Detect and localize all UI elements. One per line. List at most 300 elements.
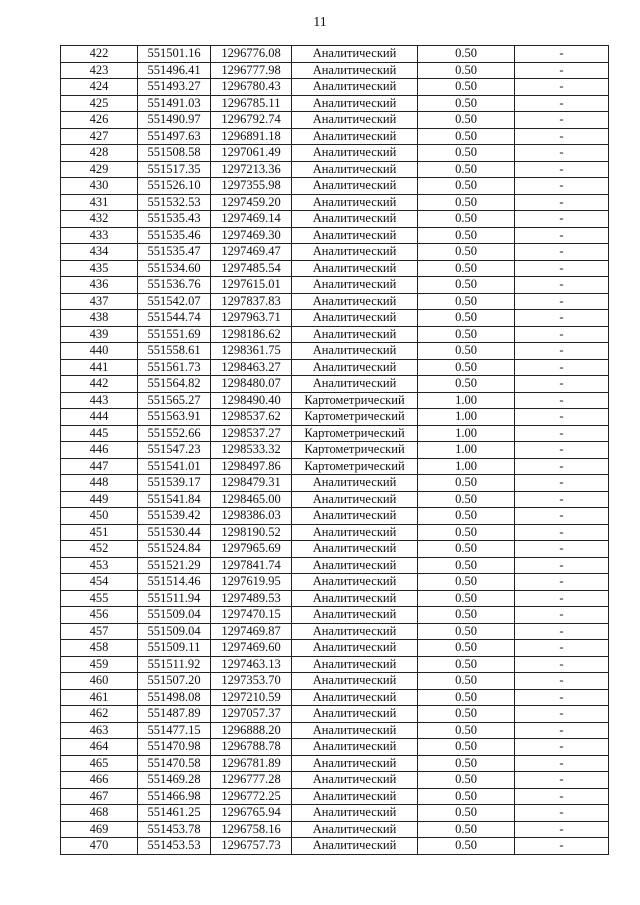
description-cell: - [515,128,609,145]
table-row [61,574,609,591]
y-coordinate-cell: 1298186.62 [211,326,292,343]
table-row [61,689,609,706]
y-coordinate-cell: 1297459.20 [211,194,292,211]
table-row [61,128,609,145]
description-cell: - [515,458,609,475]
point-number-cell: 461 [61,689,138,706]
y-coordinate-cell: 1297963.71 [211,310,292,327]
accuracy-cell: 0.50 [418,689,515,706]
x-coordinate-cell: 551521.29 [138,557,211,574]
point-number-cell: 438 [61,310,138,327]
table-row [61,46,609,63]
accuracy-cell: 0.50 [418,838,515,855]
y-coordinate-cell: 1296777.28 [211,772,292,789]
x-coordinate-cell: 551535.47 [138,244,211,261]
x-coordinate-cell: 551490.97 [138,112,211,129]
y-coordinate-cell: 1297619.95 [211,574,292,591]
point-number-cell: 449 [61,491,138,508]
method-cell: Аналитический [292,755,418,772]
description-cell: - [515,805,609,822]
y-coordinate-cell: 1297470.15 [211,607,292,624]
y-coordinate-cell: 1296785.11 [211,95,292,112]
y-coordinate-cell: 1297210.59 [211,689,292,706]
method-cell: Аналитический [292,491,418,508]
method-cell: Аналитический [292,95,418,112]
y-coordinate-cell: 1297469.60 [211,640,292,657]
x-coordinate-cell: 551511.94 [138,590,211,607]
table-row [61,640,609,657]
point-number-cell: 469 [61,821,138,838]
method-cell: Аналитический [292,722,418,739]
y-coordinate-cell: 1296776.08 [211,46,292,63]
method-cell: Аналитический [292,623,418,640]
method-cell: Аналитический [292,359,418,376]
x-coordinate-cell: 551539.42 [138,508,211,525]
description-cell: - [515,359,609,376]
x-coordinate-cell: 551508.58 [138,145,211,162]
x-coordinate-cell: 551466.98 [138,788,211,805]
table-row [61,623,609,640]
x-coordinate-cell: 551535.46 [138,227,211,244]
description-cell: - [515,508,609,525]
table-row [61,326,609,343]
method-cell: Аналитический [292,640,418,657]
x-coordinate-cell: 551477.15 [138,722,211,739]
point-number-cell: 457 [61,623,138,640]
table-row [61,62,609,79]
method-cell: Аналитический [292,277,418,294]
method-cell: Аналитический [292,128,418,145]
method-cell: Аналитический [292,343,418,360]
description-cell: - [515,557,609,574]
description-cell: - [515,623,609,640]
table-row [61,194,609,211]
method-cell: Аналитический [292,673,418,690]
x-coordinate-cell: 551514.46 [138,574,211,591]
x-coordinate-cell: 551509.04 [138,623,211,640]
method-cell: Аналитический [292,161,418,178]
table-row [61,425,609,442]
method-cell: Аналитический [292,293,418,310]
point-number-cell: 426 [61,112,138,129]
point-number-cell: 440 [61,343,138,360]
table-row [61,178,609,195]
accuracy-cell: 0.50 [418,244,515,261]
method-cell: Аналитический [292,706,418,723]
description-cell: - [515,244,609,261]
method-cell: Аналитический [292,112,418,129]
method-cell: Аналитический [292,838,418,855]
accuracy-cell: 0.50 [418,260,515,277]
method-cell: Картометрический [292,392,418,409]
method-cell: Аналитический [292,524,418,541]
accuracy-cell: 1.00 [418,425,515,442]
accuracy-cell: 0.50 [418,590,515,607]
table-row [61,458,609,475]
x-coordinate-cell: 551501.16 [138,46,211,63]
point-number-cell: 422 [61,46,138,63]
description-cell: - [515,425,609,442]
y-coordinate-cell: 1296792.74 [211,112,292,129]
point-number-cell: 468 [61,805,138,822]
y-coordinate-cell: 1298490.40 [211,392,292,409]
table-row [61,739,609,756]
table-row [61,524,609,541]
description-cell: - [515,689,609,706]
table-row [61,838,609,855]
point-number-cell: 433 [61,227,138,244]
y-coordinate-cell: 1296781.89 [211,755,292,772]
point-number-cell: 465 [61,755,138,772]
x-coordinate-cell: 551532.53 [138,194,211,211]
point-number-cell: 448 [61,475,138,492]
y-coordinate-cell: 1297057.37 [211,706,292,723]
point-number-cell: 441 [61,359,138,376]
accuracy-cell: 0.50 [418,95,515,112]
method-cell: Аналитический [292,590,418,607]
x-coordinate-cell: 551493.27 [138,79,211,96]
y-coordinate-cell: 1298386.03 [211,508,292,525]
table-row [61,590,609,607]
accuracy-cell: 0.50 [418,640,515,657]
description-cell: - [515,722,609,739]
accuracy-cell: 0.50 [418,178,515,195]
method-cell: Аналитический [292,772,418,789]
y-coordinate-cell: 1298497.86 [211,458,292,475]
point-number-cell: 427 [61,128,138,145]
accuracy-cell: 0.50 [418,541,515,558]
description-cell: - [515,838,609,855]
description-cell: - [515,293,609,310]
accuracy-cell: 0.50 [418,211,515,228]
description-cell: - [515,145,609,162]
description-cell: - [515,541,609,558]
description-cell: - [515,656,609,673]
accuracy-cell: 0.50 [418,755,515,772]
description-cell: - [515,739,609,756]
point-number-cell: 450 [61,508,138,525]
description-cell: - [515,79,609,96]
table-row [61,607,609,624]
description-cell: - [515,706,609,723]
point-number-cell: 463 [61,722,138,739]
table-row [61,277,609,294]
point-number-cell: 431 [61,194,138,211]
y-coordinate-cell: 1298537.27 [211,425,292,442]
method-cell: Картометрический [292,425,418,442]
point-number-cell: 445 [61,425,138,442]
y-coordinate-cell: 1298361.75 [211,343,292,360]
point-number-cell: 430 [61,178,138,195]
y-coordinate-cell: 1297837.83 [211,293,292,310]
accuracy-cell: 0.50 [418,376,515,393]
description-cell: - [515,161,609,178]
x-coordinate-cell: 551461.25 [138,805,211,822]
y-coordinate-cell: 1298480.07 [211,376,292,393]
y-coordinate-cell: 1296758.16 [211,821,292,838]
x-coordinate-cell: 551470.98 [138,739,211,756]
point-number-cell: 456 [61,607,138,624]
description-cell: - [515,62,609,79]
accuracy-cell: 0.50 [418,656,515,673]
accuracy-cell: 1.00 [418,458,515,475]
point-number-cell: 439 [61,326,138,343]
point-number-cell: 424 [61,79,138,96]
point-number-cell: 428 [61,145,138,162]
y-coordinate-cell: 1296772.25 [211,788,292,805]
x-coordinate-cell: 551496.41 [138,62,211,79]
point-number-cell: 446 [61,442,138,459]
x-coordinate-cell: 551509.04 [138,607,211,624]
method-cell: Аналитический [292,541,418,558]
x-coordinate-cell: 551561.73 [138,359,211,376]
description-cell: - [515,788,609,805]
point-number-cell: 429 [61,161,138,178]
description-cell: - [515,772,609,789]
method-cell: Аналитический [292,607,418,624]
table-row [61,772,609,789]
accuracy-cell: 0.50 [418,46,515,63]
accuracy-cell: 0.50 [418,557,515,574]
accuracy-cell: 0.50 [418,623,515,640]
table-row [61,293,609,310]
description-cell: - [515,574,609,591]
method-cell: Аналитический [292,211,418,228]
method-cell: Аналитический [292,508,418,525]
x-coordinate-cell: 551469.28 [138,772,211,789]
table-row [61,557,609,574]
y-coordinate-cell: 1298479.31 [211,475,292,492]
y-coordinate-cell: 1297469.14 [211,211,292,228]
x-coordinate-cell: 551524.84 [138,541,211,558]
table-row [61,79,609,96]
accuracy-cell: 0.50 [418,293,515,310]
accuracy-cell: 0.50 [418,673,515,690]
method-cell: Аналитический [292,227,418,244]
x-coordinate-cell: 551517.35 [138,161,211,178]
x-coordinate-cell: 551497.63 [138,128,211,145]
method-cell: Аналитический [292,62,418,79]
x-coordinate-cell: 551534.60 [138,260,211,277]
point-number-cell: 451 [61,524,138,541]
x-coordinate-cell: 551536.76 [138,277,211,294]
description-cell: - [515,376,609,393]
y-coordinate-cell: 1296777.98 [211,62,292,79]
table-row [61,244,609,261]
method-cell: Аналитический [292,656,418,673]
point-number-cell: 470 [61,838,138,855]
x-coordinate-cell: 551564.82 [138,376,211,393]
description-cell: - [515,194,609,211]
method-cell: Аналитический [292,145,418,162]
accuracy-cell: 0.50 [418,706,515,723]
x-coordinate-cell: 551453.53 [138,838,211,855]
table-row [61,227,609,244]
point-number-cell: 460 [61,673,138,690]
description-cell: - [515,227,609,244]
point-number-cell: 462 [61,706,138,723]
x-coordinate-cell: 551507.20 [138,673,211,690]
y-coordinate-cell: 1296780.43 [211,79,292,96]
description-cell: - [515,409,609,426]
point-number-cell: 466 [61,772,138,789]
description-cell: - [515,343,609,360]
description-cell: - [515,46,609,63]
point-number-cell: 447 [61,458,138,475]
x-coordinate-cell: 551542.07 [138,293,211,310]
description-cell: - [515,673,609,690]
description-cell: - [515,178,609,195]
x-coordinate-cell: 551491.03 [138,95,211,112]
description-cell: - [515,755,609,772]
method-cell: Аналитический [292,260,418,277]
accuracy-cell: 0.50 [418,128,515,145]
y-coordinate-cell: 1297469.87 [211,623,292,640]
method-cell: Аналитический [292,194,418,211]
x-coordinate-cell: 551535.43 [138,211,211,228]
description-cell: - [515,475,609,492]
method-cell: Аналитический [292,788,418,805]
method-cell: Картометрический [292,409,418,426]
x-coordinate-cell: 551563.91 [138,409,211,426]
description-cell: - [515,326,609,343]
accuracy-cell: 1.00 [418,442,515,459]
point-number-cell: 423 [61,62,138,79]
y-coordinate-cell: 1297061.49 [211,145,292,162]
description-cell: - [515,277,609,294]
method-cell: Аналитический [292,574,418,591]
accuracy-cell: 0.50 [418,805,515,822]
description-cell: - [515,310,609,327]
accuracy-cell: 0.50 [418,772,515,789]
y-coordinate-cell: 1297841.74 [211,557,292,574]
method-cell: Аналитический [292,475,418,492]
y-coordinate-cell: 1296757.73 [211,838,292,855]
point-number-cell: 454 [61,574,138,591]
y-coordinate-cell: 1298463.27 [211,359,292,376]
point-number-cell: 453 [61,557,138,574]
accuracy-cell: 0.50 [418,788,515,805]
page-number: 11 [313,15,327,30]
x-coordinate-cell: 551541.84 [138,491,211,508]
method-cell: Аналитический [292,244,418,261]
description-cell: - [515,524,609,541]
x-coordinate-cell: 551565.27 [138,392,211,409]
accuracy-cell: 0.50 [418,310,515,327]
method-cell: Аналитический [292,739,418,756]
point-number-cell: 464 [61,739,138,756]
accuracy-cell: 0.50 [418,607,515,624]
accuracy-cell: 0.50 [418,739,515,756]
y-coordinate-cell: 1297615.01 [211,277,292,294]
y-coordinate-cell: 1298190.52 [211,524,292,541]
table-row [61,755,609,772]
method-cell: Картометрический [292,458,418,475]
table-row [61,821,609,838]
accuracy-cell: 0.50 [418,722,515,739]
point-number-cell: 452 [61,541,138,558]
method-cell: Аналитический [292,178,418,195]
method-cell: Аналитический [292,689,418,706]
x-coordinate-cell: 551498.08 [138,689,211,706]
y-coordinate-cell: 1298533.32 [211,442,292,459]
table-row [61,211,609,228]
point-number-cell: 444 [61,409,138,426]
accuracy-cell: 0.50 [418,343,515,360]
accuracy-cell: 0.50 [418,227,515,244]
coordinates-table [60,45,609,855]
description-cell: - [515,260,609,277]
x-coordinate-cell: 551558.61 [138,343,211,360]
x-coordinate-cell: 551509.11 [138,640,211,657]
accuracy-cell: 0.50 [418,145,515,162]
description-cell: - [515,95,609,112]
x-coordinate-cell: 551511.92 [138,656,211,673]
accuracy-cell: 1.00 [418,392,515,409]
y-coordinate-cell: 1297485.54 [211,260,292,277]
table-row [61,442,609,459]
x-coordinate-cell: 551470.58 [138,755,211,772]
x-coordinate-cell: 551453.78 [138,821,211,838]
table-row [61,112,609,129]
description-cell: - [515,211,609,228]
description-cell: - [515,590,609,607]
accuracy-cell: 0.50 [418,112,515,129]
table-row [61,260,609,277]
y-coordinate-cell: 1298465.00 [211,491,292,508]
y-coordinate-cell: 1297965.69 [211,541,292,558]
description-cell: - [515,491,609,508]
y-coordinate-cell: 1296888.20 [211,722,292,739]
point-number-cell: 432 [61,211,138,228]
description-cell: - [515,640,609,657]
accuracy-cell: 0.50 [418,821,515,838]
x-coordinate-cell: 551526.10 [138,178,211,195]
table-row [61,508,609,525]
point-number-cell: 436 [61,277,138,294]
table-row [61,359,609,376]
y-coordinate-cell: 1297489.53 [211,590,292,607]
y-coordinate-cell: 1296891.18 [211,128,292,145]
accuracy-cell: 1.00 [418,409,515,426]
x-coordinate-cell: 551539.17 [138,475,211,492]
point-number-cell: 442 [61,376,138,393]
accuracy-cell: 0.50 [418,574,515,591]
method-cell: Аналитический [292,79,418,96]
x-coordinate-cell: 551541.01 [138,458,211,475]
x-coordinate-cell: 551530.44 [138,524,211,541]
table-row [61,656,609,673]
accuracy-cell: 0.50 [418,326,515,343]
accuracy-cell: 0.50 [418,161,515,178]
accuracy-cell: 0.50 [418,491,515,508]
accuracy-cell: 0.50 [418,475,515,492]
table-row [61,310,609,327]
point-number-cell: 455 [61,590,138,607]
method-cell: Аналитический [292,376,418,393]
y-coordinate-cell: 1297469.47 [211,244,292,261]
method-cell: Аналитический [292,46,418,63]
x-coordinate-cell: 551544.74 [138,310,211,327]
table-row [61,161,609,178]
table-row [61,706,609,723]
point-number-cell: 437 [61,293,138,310]
table-row [61,805,609,822]
point-number-cell: 443 [61,392,138,409]
method-cell: Аналитический [292,805,418,822]
coordinates-table-body [61,46,609,855]
description-cell: - [515,821,609,838]
